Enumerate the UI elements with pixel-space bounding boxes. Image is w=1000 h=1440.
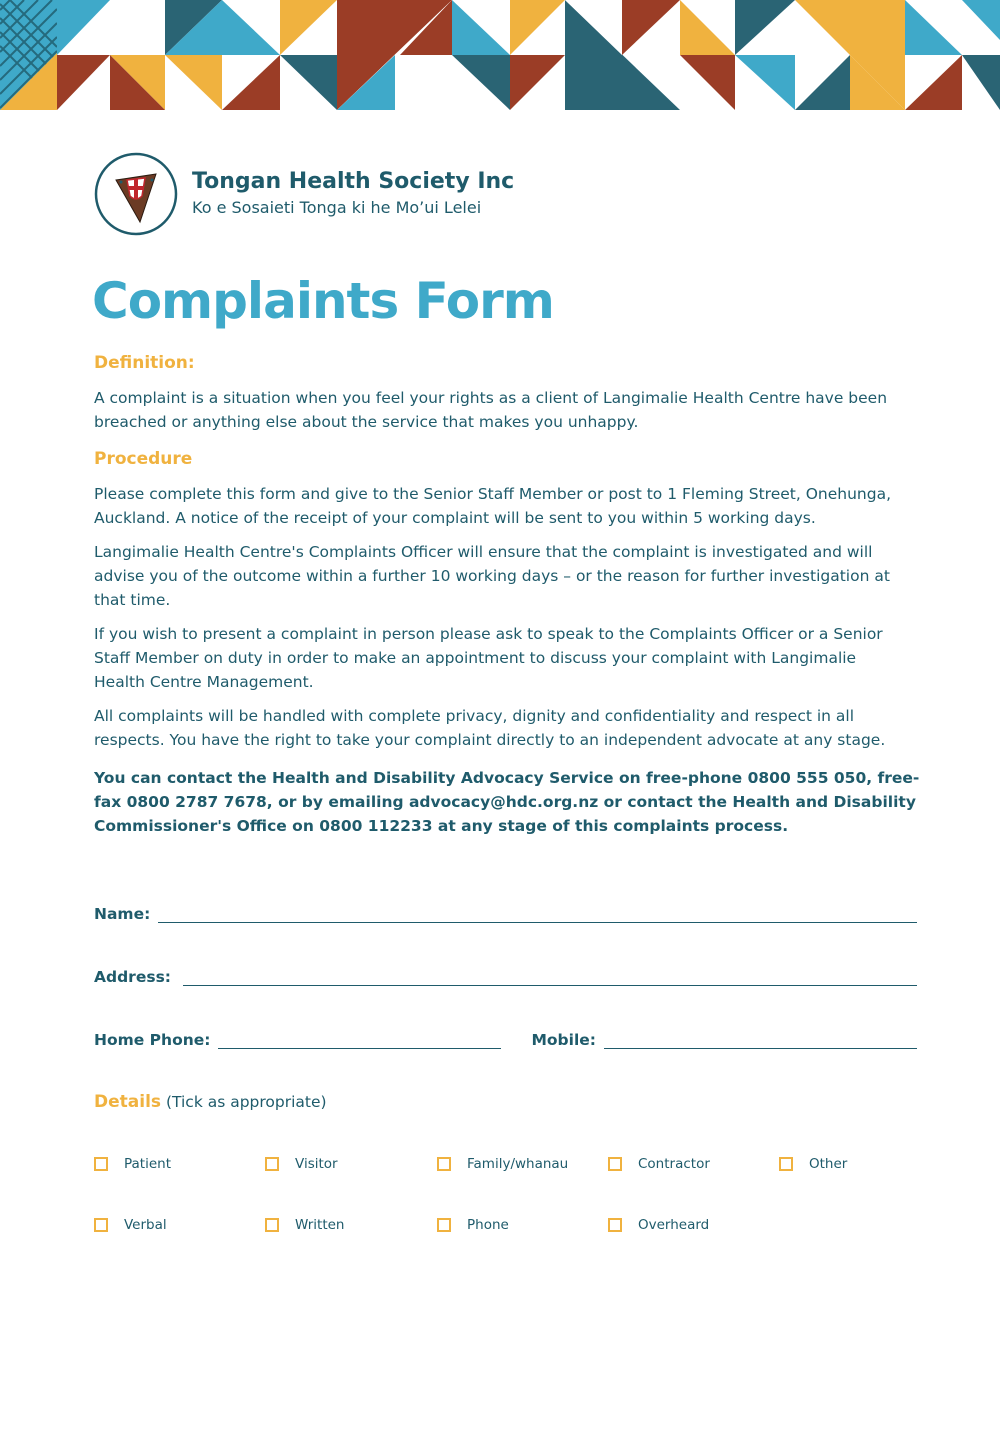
tongan-health-society-logo-icon [94,152,178,236]
checkbox-icon[interactable] [608,1157,622,1171]
page-title: Complaints Form [92,272,554,330]
checkbox-label: Family/whanau [467,1156,569,1172]
checkbox-label: Contractor [638,1156,710,1172]
checkbox-label: Overheard [638,1217,710,1233]
checkbox-other[interactable] [779,1156,847,1172]
details-note: (Tick as appropriate) [165,1093,327,1111]
name-input[interactable] [158,904,917,923]
checkbox-icon[interactable] [94,1218,108,1232]
checkbox-label: Visitor [295,1156,338,1172]
checkbox-icon[interactable] [437,1218,451,1232]
checkbox-icon[interactable] [779,1157,793,1171]
procedure-paragraph: Langimalie Health Centre's Complaints Officer will ensure that the complaint is investigated and will advise you of the outcome within a further 10 working days – or the reason for further investigation at that time. [94,543,890,609]
details-heading-row [94,1092,327,1112]
checkbox-label: Written [295,1217,345,1233]
form-body [94,352,924,848]
organization-subtitle: Ko e Sosaieti Tonga ki he Mo’ui Lelei [192,198,482,217]
procedure-heading: Procedure [94,449,193,469]
name-label: Name: [94,905,151,923]
checkbox-contractor[interactable] [608,1156,710,1172]
phone-field-row [94,1030,917,1049]
details-heading: Details [94,1092,162,1112]
checkbox-verbal[interactable] [94,1217,167,1233]
home-phone-label: Home Phone: [94,1031,211,1049]
checkbox-visitor[interactable] [265,1156,338,1172]
checkbox-icon[interactable] [94,1157,108,1171]
decorative-pattern-banner [0,0,1000,110]
organization-name: Tongan Health Society Inc [192,169,515,194]
checkbox-label: Other [809,1156,848,1172]
address-input[interactable] [183,967,917,986]
address-label: Address: [94,968,171,986]
mobile-input[interactable] [604,1030,917,1049]
checkbox-overheard[interactable] [608,1217,709,1233]
mobile-label: Mobile: [531,1031,596,1049]
checkbox-written[interactable] [265,1217,345,1233]
home-phone-input[interactable] [218,1030,501,1049]
checkbox-label: Phone [467,1217,509,1233]
address-field-row [94,967,917,986]
checkbox-label: Patient [124,1156,172,1172]
advocacy-contact-text: You can contact the Health and Disability Advocacy Service on free-phone 0800 555 050, free-fax 0800 2787 7678, or by emailing advocacy@hdc.org.nz or contact the Health and Disability Commissioner's Office on 0800 112233 at any stage of this complaints process. [94,769,920,835]
checkbox-icon[interactable] [265,1157,279,1171]
definition-heading: Definition: [94,353,195,373]
definition-text: A complaint is a situation when you feel your rights as a client of Langimalie Health Centre have been breached or anything else about the service that makes you unhappy. [94,389,888,431]
procedure-paragraph: All complaints will be handled with complete privacy, dignity and confidentiality and respect in all respects. You have the right to take your complaint directly to an independent advocate at any stage. [94,707,886,749]
checkbox-label: Verbal [124,1217,167,1233]
name-field-row [94,904,917,923]
checkbox-icon[interactable] [608,1218,622,1232]
organization-header [94,152,514,236]
checkbox-patient[interactable] [94,1156,171,1172]
procedure-paragraph: Please complete this form and give to the Senior Staff Member or post to 1 Fleming Street, Onehunga, Auckland. A notice of the receipt of your complaint will be sent to you within 5 working days. [94,485,892,527]
checkbox-family-whanau[interactable] [437,1156,568,1172]
checkbox-icon[interactable] [265,1218,279,1232]
checkbox-icon[interactable] [437,1157,451,1171]
procedure-paragraph: If you wish to present a complaint in person please ask to speak to the Complaints Officer or a Senior Staff Member on duty in order to make an appointment to discuss your complaint with Langimalie Health Centre Management. [94,625,883,691]
checkbox-phone[interactable] [437,1217,509,1233]
